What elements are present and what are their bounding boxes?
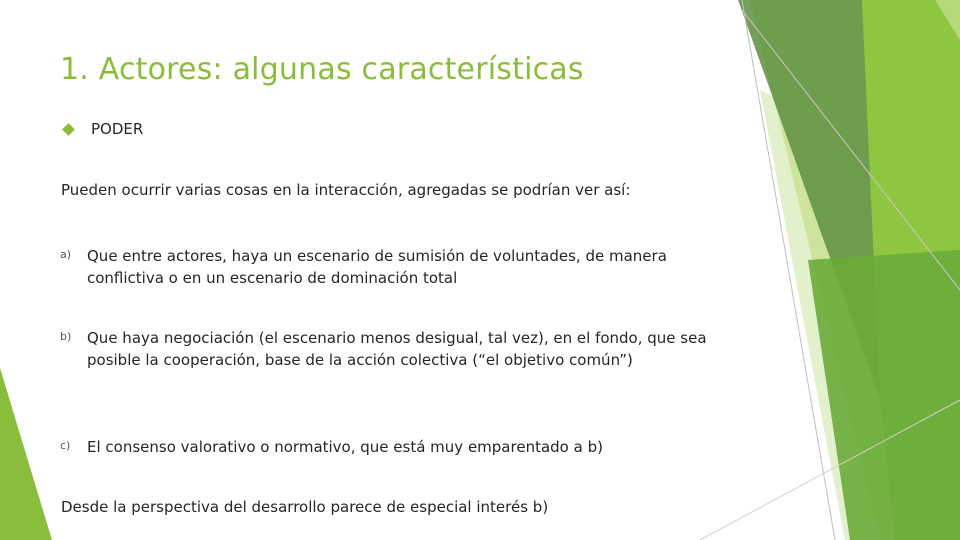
list-letter: a): [60, 248, 72, 261]
bullet-text: PODER: [91, 120, 144, 138]
list-text: El consenso valorativo o normativo, que está muy emparentado a b): [87, 438, 603, 456]
intro-paragraph: Pueden ocurrir varias cosas en la interacción, agregadas se podrían ver así:: [61, 181, 631, 199]
dark-green-triangle: [808, 250, 960, 540]
closing-paragraph: Desde la perspectiva del desarrollo parece de especial interés b): [61, 498, 549, 516]
bullet-row: [62, 119, 143, 139]
left-accent-triangle: [0, 368, 52, 540]
list-text: Que haya negociación (el escenario menos desigual, tal vez), en el fondo, que sea posible la cooperación, base de la acción colectiva (“el objetivo común”): [87, 329, 707, 369]
page-title: 1. Actores: algunas características: [60, 52, 584, 87]
list-text: Que entre actores, haya un escenario de sumisión de voluntades, de manera conflictiva o en un escenario de dominación total: [87, 247, 667, 287]
list-letter: c): [60, 439, 71, 452]
diamond-bullet-icon: [62, 123, 75, 136]
list-letter: b): [60, 330, 72, 343]
